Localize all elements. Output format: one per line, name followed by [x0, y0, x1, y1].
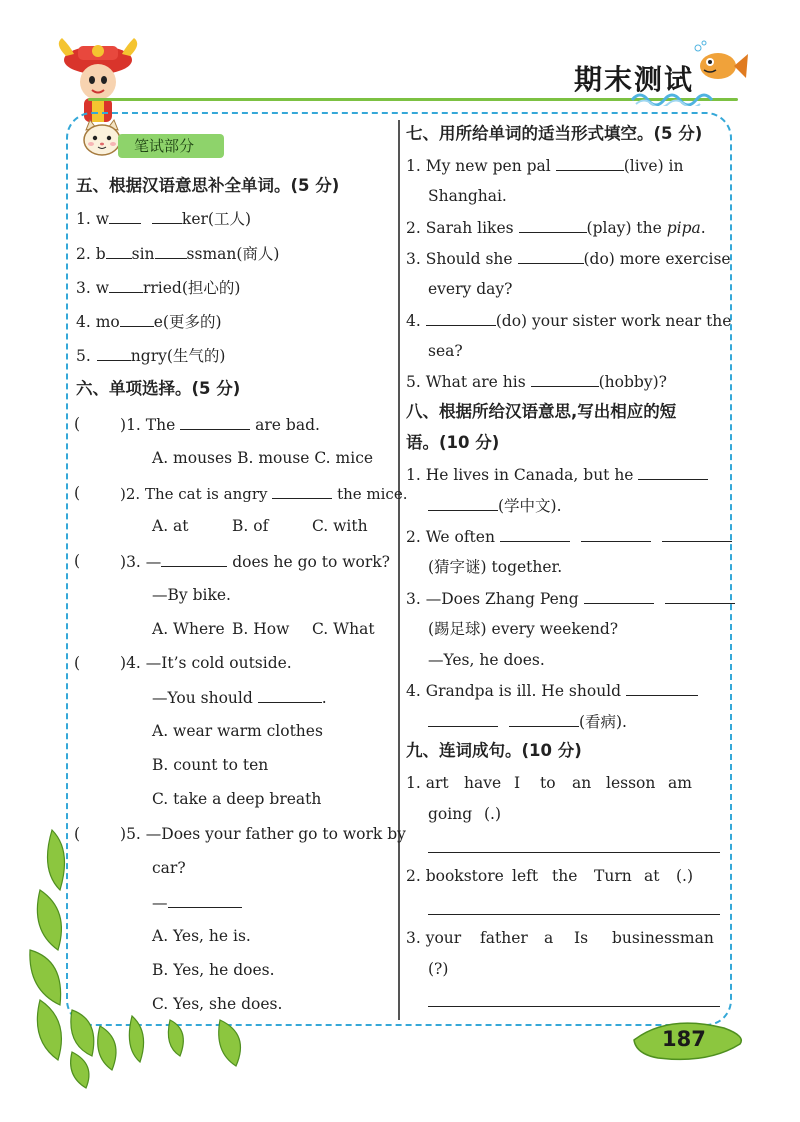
- fish-mascot-icon: [690, 40, 750, 90]
- s9-q3-word: 3. your: [406, 929, 462, 947]
- s6-q4-line2: —You should .: [152, 689, 327, 707]
- s9-q3-word: a: [544, 929, 554, 947]
- s6-q5-option-a: A. Yes, he is.: [152, 927, 251, 945]
- s6-q4-option-a: A. wear warm clothes: [152, 722, 323, 740]
- s9-q1-word: an: [572, 774, 592, 792]
- s9-q3-word: Is: [574, 929, 589, 947]
- s9-q1-word: 1. art: [406, 774, 449, 792]
- s7-q2: 2. Sarah likes (play) the pipa.: [406, 219, 706, 237]
- section-8-title-line1: 八、根据所给汉语意思,写出相应的短: [406, 402, 677, 421]
- s7-q4: 4. (do) your sister work near the: [406, 312, 732, 330]
- s6-q4: )4. —It’s cold outside.: [120, 654, 292, 672]
- s8-q2: 2. We often: [406, 526, 732, 547]
- section-6-title: 六、单项选择。(5 分): [76, 379, 241, 398]
- s9-q2-word: left: [512, 867, 539, 885]
- s8-q4: 4. Grandpa is ill. He should: [406, 680, 698, 701]
- s9-q3-word: (?): [428, 960, 449, 978]
- s6-q3-option-c: C. What: [312, 620, 375, 638]
- section-8-title-line2: 语。(10 分): [406, 433, 500, 452]
- s6-paren-1[interactable]: (: [74, 415, 81, 433]
- section-badge: 笔试部分: [118, 134, 224, 158]
- s9-q3-word: father: [480, 929, 528, 947]
- s9-q2-word: the: [552, 867, 578, 885]
- s7-q1-cont: Shanghai.: [428, 187, 507, 205]
- section-9-title: 九、连词成句。(10 分): [406, 741, 582, 760]
- s9-q1-word: (.): [484, 805, 502, 823]
- s6-q5-option-c: C. Yes, she does.: [152, 995, 283, 1013]
- column-divider: [398, 120, 400, 1020]
- s6-q2-option-c: C. with: [312, 517, 368, 535]
- s6-paren-2[interactable]: (: [74, 484, 81, 502]
- section-5-title: 五、根据汉语意思补全单词。(5 分): [76, 176, 340, 195]
- section-7-title: 七、用所给单词的适当形式填空。(5 分): [406, 124, 703, 143]
- s7-q5: 5. What are his (hobby)?: [406, 373, 667, 391]
- s6-q1: )1. The are bad.: [120, 416, 320, 434]
- s9-q1-word: going: [428, 805, 473, 823]
- s9-q1-word: am: [668, 774, 692, 792]
- s8-q3-cont: (踢足球) every weekend?: [428, 620, 619, 638]
- s9-q1-word: I: [514, 774, 521, 792]
- s6-q2: )2. The cat is angry the mice.: [120, 485, 408, 503]
- s5-item-4: 4. mo e(更多的): [76, 313, 222, 331]
- s6-q3: )3. — does he go to work?: [120, 553, 390, 571]
- s6-q4-option-b: B. count to ten: [152, 756, 269, 774]
- s5-item-2: 2. b sin ssman(商人): [76, 245, 280, 263]
- leaves-decoration-icon: [0, 820, 300, 1120]
- s5-item-1: 1. w ker(工人): [76, 210, 251, 228]
- s6-q5-answer-line: —: [152, 892, 242, 913]
- s6-q2-option-b: B. of: [232, 517, 269, 535]
- s6-paren-4[interactable]: (: [74, 654, 81, 672]
- s9-q1-word: lesson: [606, 774, 656, 792]
- s9-q1-answer-line[interactable]: [428, 852, 720, 853]
- s6-q5-cont: car?: [152, 859, 186, 877]
- s8-q2-cont: (猜字谜) together.: [428, 558, 563, 576]
- s9-q2-word: (.): [676, 867, 694, 885]
- s9-q3-answer-line[interactable]: [428, 1006, 720, 1007]
- s9-q3-word: businessman: [612, 929, 714, 947]
- s9-q1-word: to: [540, 774, 556, 792]
- s6-q1-options: A. mouses B. mouse C. mice: [152, 449, 374, 467]
- s6-paren-3[interactable]: (: [74, 552, 81, 570]
- s9-q2-word: at: [644, 867, 660, 885]
- page-number: 187: [662, 1027, 706, 1051]
- s6-q2-option-a: A. at: [152, 517, 189, 535]
- s8-q1-cont: (学中文).: [428, 495, 562, 516]
- page-title: 期末测试: [574, 63, 695, 96]
- s6-q3-option-a: A. Where: [152, 620, 225, 638]
- s8-q3: 3. —Does Zhang Peng: [406, 588, 735, 609]
- s6-q3-answer: —By bike.: [152, 586, 231, 604]
- wave-decoration-icon: [630, 88, 720, 106]
- s5-item-3: 3. w rried(担心的): [76, 279, 241, 297]
- s7-q3-cont: every day?: [428, 280, 513, 298]
- s5-item-5: 5. ngry(生气的): [76, 347, 226, 365]
- s6-q4-option-c: C. take a deep breath: [152, 790, 322, 808]
- s7-q4-cont: sea?: [428, 342, 463, 360]
- s8-q1: 1. He lives in Canada, but he: [406, 464, 708, 485]
- s6-q5: )5. —Does your father go to work by: [120, 825, 406, 843]
- s8-q4-cont: (看病).: [428, 711, 627, 732]
- s9-q2-word: Turn: [594, 867, 632, 885]
- s8-q3-answer: —Yes, he does.: [428, 651, 545, 669]
- s6-q3-option-b: B. How: [232, 620, 290, 638]
- s7-q3: 3. Should she (do) more exercise: [406, 250, 731, 268]
- s9-q2-answer-line[interactable]: [428, 914, 720, 915]
- s7-q1: 1. My new pen pal (live) in: [406, 157, 684, 175]
- s6-paren-5[interactable]: (: [74, 825, 81, 843]
- s9-q2-word: 2. bookstore: [406, 867, 504, 885]
- s9-q1-word: have: [464, 774, 502, 792]
- s6-q5-option-b: B. Yes, he does.: [152, 961, 275, 979]
